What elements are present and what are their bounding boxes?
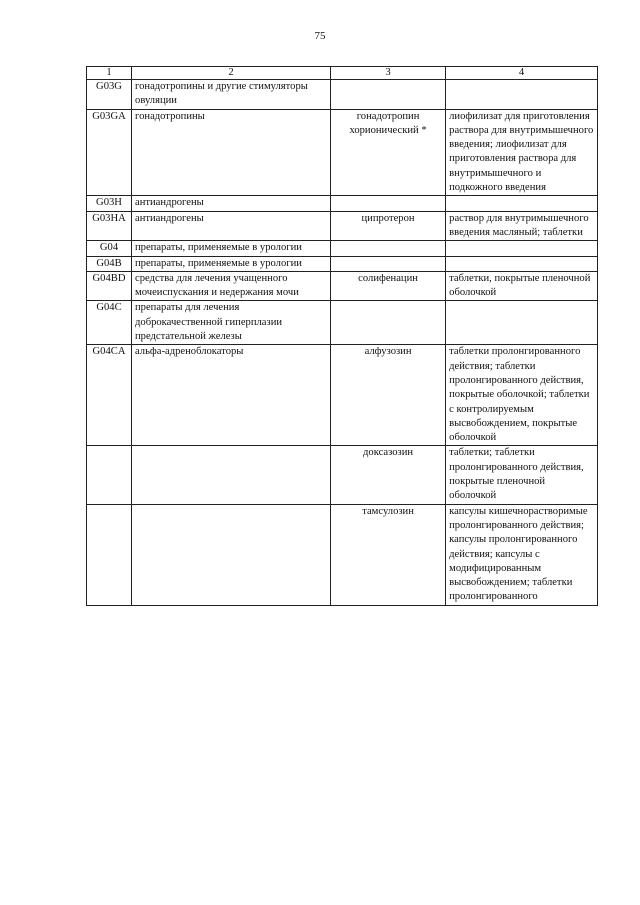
- group-name-cell: препараты, применяемые в урологии: [132, 256, 331, 271]
- dosage-form-cell: [446, 196, 598, 211]
- group-name-cell: [132, 446, 331, 504]
- atc-code-cell: G03HA: [87, 211, 132, 241]
- dosage-form-cell: [446, 301, 598, 345]
- group-name-cell: гонадотропины: [132, 109, 331, 196]
- dosage-form-cell: [446, 80, 598, 110]
- drug-name-cell: доксазозин: [330, 446, 445, 504]
- drug-name-cell: солифенацин: [330, 271, 445, 301]
- table-row: [87, 196, 598, 211]
- drug-name-cell: [330, 241, 445, 256]
- group-name-cell: антиандрогены: [132, 211, 331, 241]
- atc-code-cell: G04CA: [87, 345, 132, 446]
- group-name-cell: препараты, применяемые в урологии: [132, 241, 331, 256]
- column-header: 4: [446, 67, 598, 80]
- dosage-form-cell: [446, 241, 598, 256]
- page-number: 75: [314, 30, 326, 42]
- group-name-cell: гонадотропины и другие стимуляторы овуляции: [132, 80, 331, 110]
- dosage-form-cell: таблетки, покрытые пленочной оболочкой: [446, 271, 598, 301]
- atc-code-cell: [87, 504, 132, 605]
- drug-name-cell: ципротерон: [330, 211, 445, 241]
- atc-code-cell: G03GA: [87, 109, 132, 196]
- table-row: [87, 211, 598, 241]
- table-row: [87, 271, 598, 301]
- group-name-cell: [132, 504, 331, 605]
- atc-code-cell: G03G: [87, 80, 132, 110]
- dosage-form-cell: таблетки; таблетки пролонгированного действия, покрытые пленочной оболочкой: [446, 446, 598, 504]
- table-row: [87, 80, 598, 110]
- dosage-form-cell: раствор для внутримышечного введения масляный; таблетки: [446, 211, 598, 241]
- dosage-form-cell: таблетки пролонгированного действия; таблетки пролонгированного действия, покрытые оболочкой; таблетки с контролируемым высвобождением, покрытые оболочкой: [446, 345, 598, 446]
- dosage-form-cell: капсулы кишечнорастворимые пролонгированного действия; капсулы пролонгированного действия; капсулы с модифицированным высвобождением; таблетки пролонгированного: [446, 504, 598, 605]
- atc-code-cell: [87, 446, 132, 504]
- table-row: [87, 345, 598, 446]
- atc-code-cell: G04B: [87, 256, 132, 271]
- drug-name-cell: тамсулозин: [330, 504, 445, 605]
- drug-name-cell: алфузозин: [330, 345, 445, 446]
- table-row: [87, 301, 598, 345]
- group-name-cell: альфа-адреноблокаторы: [132, 345, 331, 446]
- atc-code-cell: G04C: [87, 301, 132, 345]
- drug-name-cell: [330, 80, 445, 110]
- drug-name-cell: [330, 301, 445, 345]
- drug-name-cell: гонадотропин хорионический *: [330, 109, 445, 196]
- medication-table: [86, 66, 598, 606]
- table-row: [87, 241, 598, 256]
- table-row: [87, 446, 598, 504]
- table-row: [87, 109, 598, 196]
- column-header: 1: [87, 67, 132, 80]
- drug-name-cell: [330, 196, 445, 211]
- dosage-form-cell: [446, 256, 598, 271]
- group-name-cell: антиандрогены: [132, 196, 331, 211]
- group-name-cell: препараты для лечения доброкачественной гиперплазии предстательной железы: [132, 301, 331, 345]
- column-header: 2: [132, 67, 331, 80]
- table-header-row: [87, 67, 598, 80]
- group-name-cell: средства для лечения учащенного мочеиспускания и недержания мочи: [132, 271, 331, 301]
- drug-name-cell: [330, 256, 445, 271]
- atc-code-cell: G04BD: [87, 271, 132, 301]
- table-row: [87, 504, 598, 605]
- table-row: [87, 256, 598, 271]
- column-header: 3: [330, 67, 445, 80]
- atc-code-cell: G04: [87, 241, 132, 256]
- dosage-form-cell: лиофилизат для приготовления раствора для внутримышечного введения; лиофилизат для приготовления раствора для внутримышечного и подкожного введения: [446, 109, 598, 196]
- atc-code-cell: G03H: [87, 196, 132, 211]
